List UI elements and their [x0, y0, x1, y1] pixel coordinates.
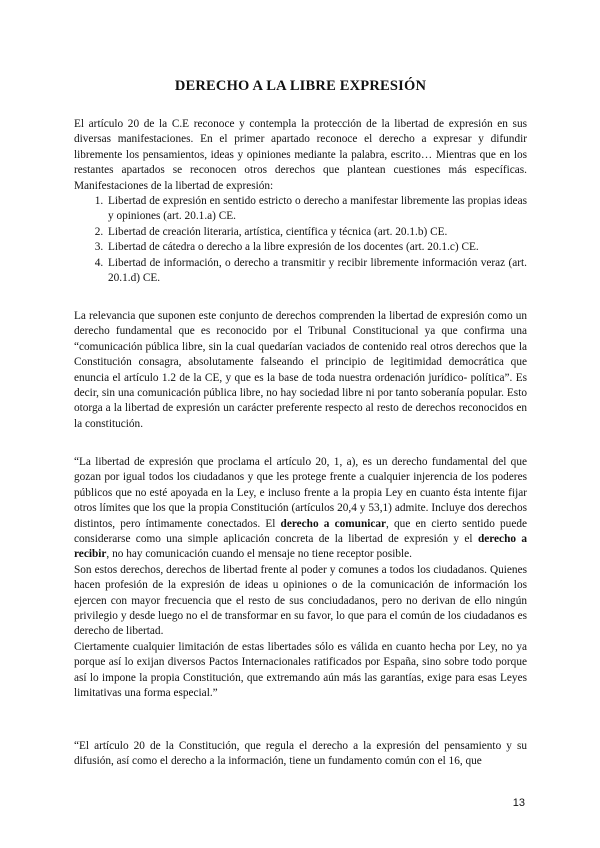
quote-paragraph-1	[74, 455, 527, 563]
quote-text: , que en cierto sentido puede considerarse como una simple aplicación concreta de la libertad de expresión y el	[74, 517, 527, 546]
page-number: 13	[512, 797, 525, 809]
manifestations-list	[74, 194, 527, 286]
bold-term: derecho a recibir	[74, 533, 528, 561]
intro-paragraph: El artículo 20 de la C.E reconoce y contempla la protección de la libertad de expresión en sus diversas manifestaciones. En el primer apartado reconoce el derecho a expresar y difundir libremente los pensamientos, ideas y opiniones mediante la palabra, escrito… Mientras que en los restantes apartados se reconocen otros derechos que plantean cuestiones más específicas. Manifestaciones de la libertad de expresión:	[74, 118, 527, 192]
list-item: 1. Libertad de expresión en sentido estricto o derecho a manifestar libremente las propias ideas y opiniones (art. 20.1.a) CE.	[106, 194, 527, 225]
list-item: 2. Libertad de creación literaria, artística, científica y técnica (art. 20.1.b) CE.	[106, 225, 527, 240]
quote-paragraph-4: “El artículo 20 de la Constitución, que regula el derecho a la expresión del pensamiento y su difusión, así como el derecho a la información, tiene un fundamento común con el 16, que	[74, 740, 527, 768]
quote-paragraph-2: Son estos derechos, derechos de libertad frente al poder y comunes a todos los ciudadanos. Quienes hacen profesión de la expresión de ideas u opiniones o de la comunicación de información los ejercen con mayor frecuencia que el resto de sus conciudadanos, pero no derivan de ello ningún privilegio y desde luego no el de transformar en su favor, lo que para el común de los ciudadanos es derecho de libertad.	[74, 563, 527, 638]
intro-section	[74, 117, 527, 286]
quote-section	[74, 455, 527, 702]
relevance-paragraph: La relevancia que suponen este conjunto de derechos comprenden la libertad de expresión como un derecho fundamental que es reconocido por el Tribunal Constitucional ya que confirma una “comunicación pública libre, sin la cual quedarían vaciados de contenido real otros derechos que la Constitución consagra, absolutamente falseando el principio de legitimidad democrática que enuncia el artículo 1.2 de la CE, y que es la base de toda nuestra ordenación jurídico- política”. Es decir, sin una comunicación pública libre, no hay sociedad libre ni por tanto soberanía popular. Esto otorga a la libertad de expresión un carácter preferente respecto al resto de derechos reconocidos en la constitución.	[74, 310, 527, 430]
list-item: 4. Libertad de información, o derecho a transmitir y recibir libremente información veraz (art. 20.1.d) CE.	[106, 256, 527, 287]
final-section	[74, 739, 527, 770]
quote-paragraph-3: Ciertamente cualquier limitación de estas libertades sólo es válida en cuanto hecha por Ley, no ya porque así lo exijan diversos Pactos Internacionales ratificados por España, sino sobre todo porque así lo impone la propia Constitución, que extremando aún más las garantías, exige para esas Leyes limitativas una forma especial.”	[74, 640, 527, 700]
quote-text: , no hay comunicación cuando el mensaje no tiene receptor posible.	[106, 548, 412, 561]
relevance-section	[74, 309, 527, 432]
bold-term: derecho a comunicar	[280, 517, 387, 530]
page-title: DERECHO A LA LIBRE EXPRESIÓN	[174, 78, 427, 94]
list-item: 3. Libertad de cátedra o derecho a la libre expresión de los docentes (art. 20.1.c) CE.	[106, 240, 527, 255]
quote-text: “La libertad de expresión que proclama el artículo 20, 1, a), es un derecho fundamental del que gozan por igual todos los ciudadanos y que les protege frente a cualquier injerencia de los poderes públicos que no esté apoyada en la Ley, e incluso frente a la propia Ley en cuanto ésta intente fijar otros límites que los que la propia Constitución (artículos 20,4 y 53,1) admite. Incluye dos derechos distintos, pero íntimamente conectados. El	[74, 456, 527, 530]
